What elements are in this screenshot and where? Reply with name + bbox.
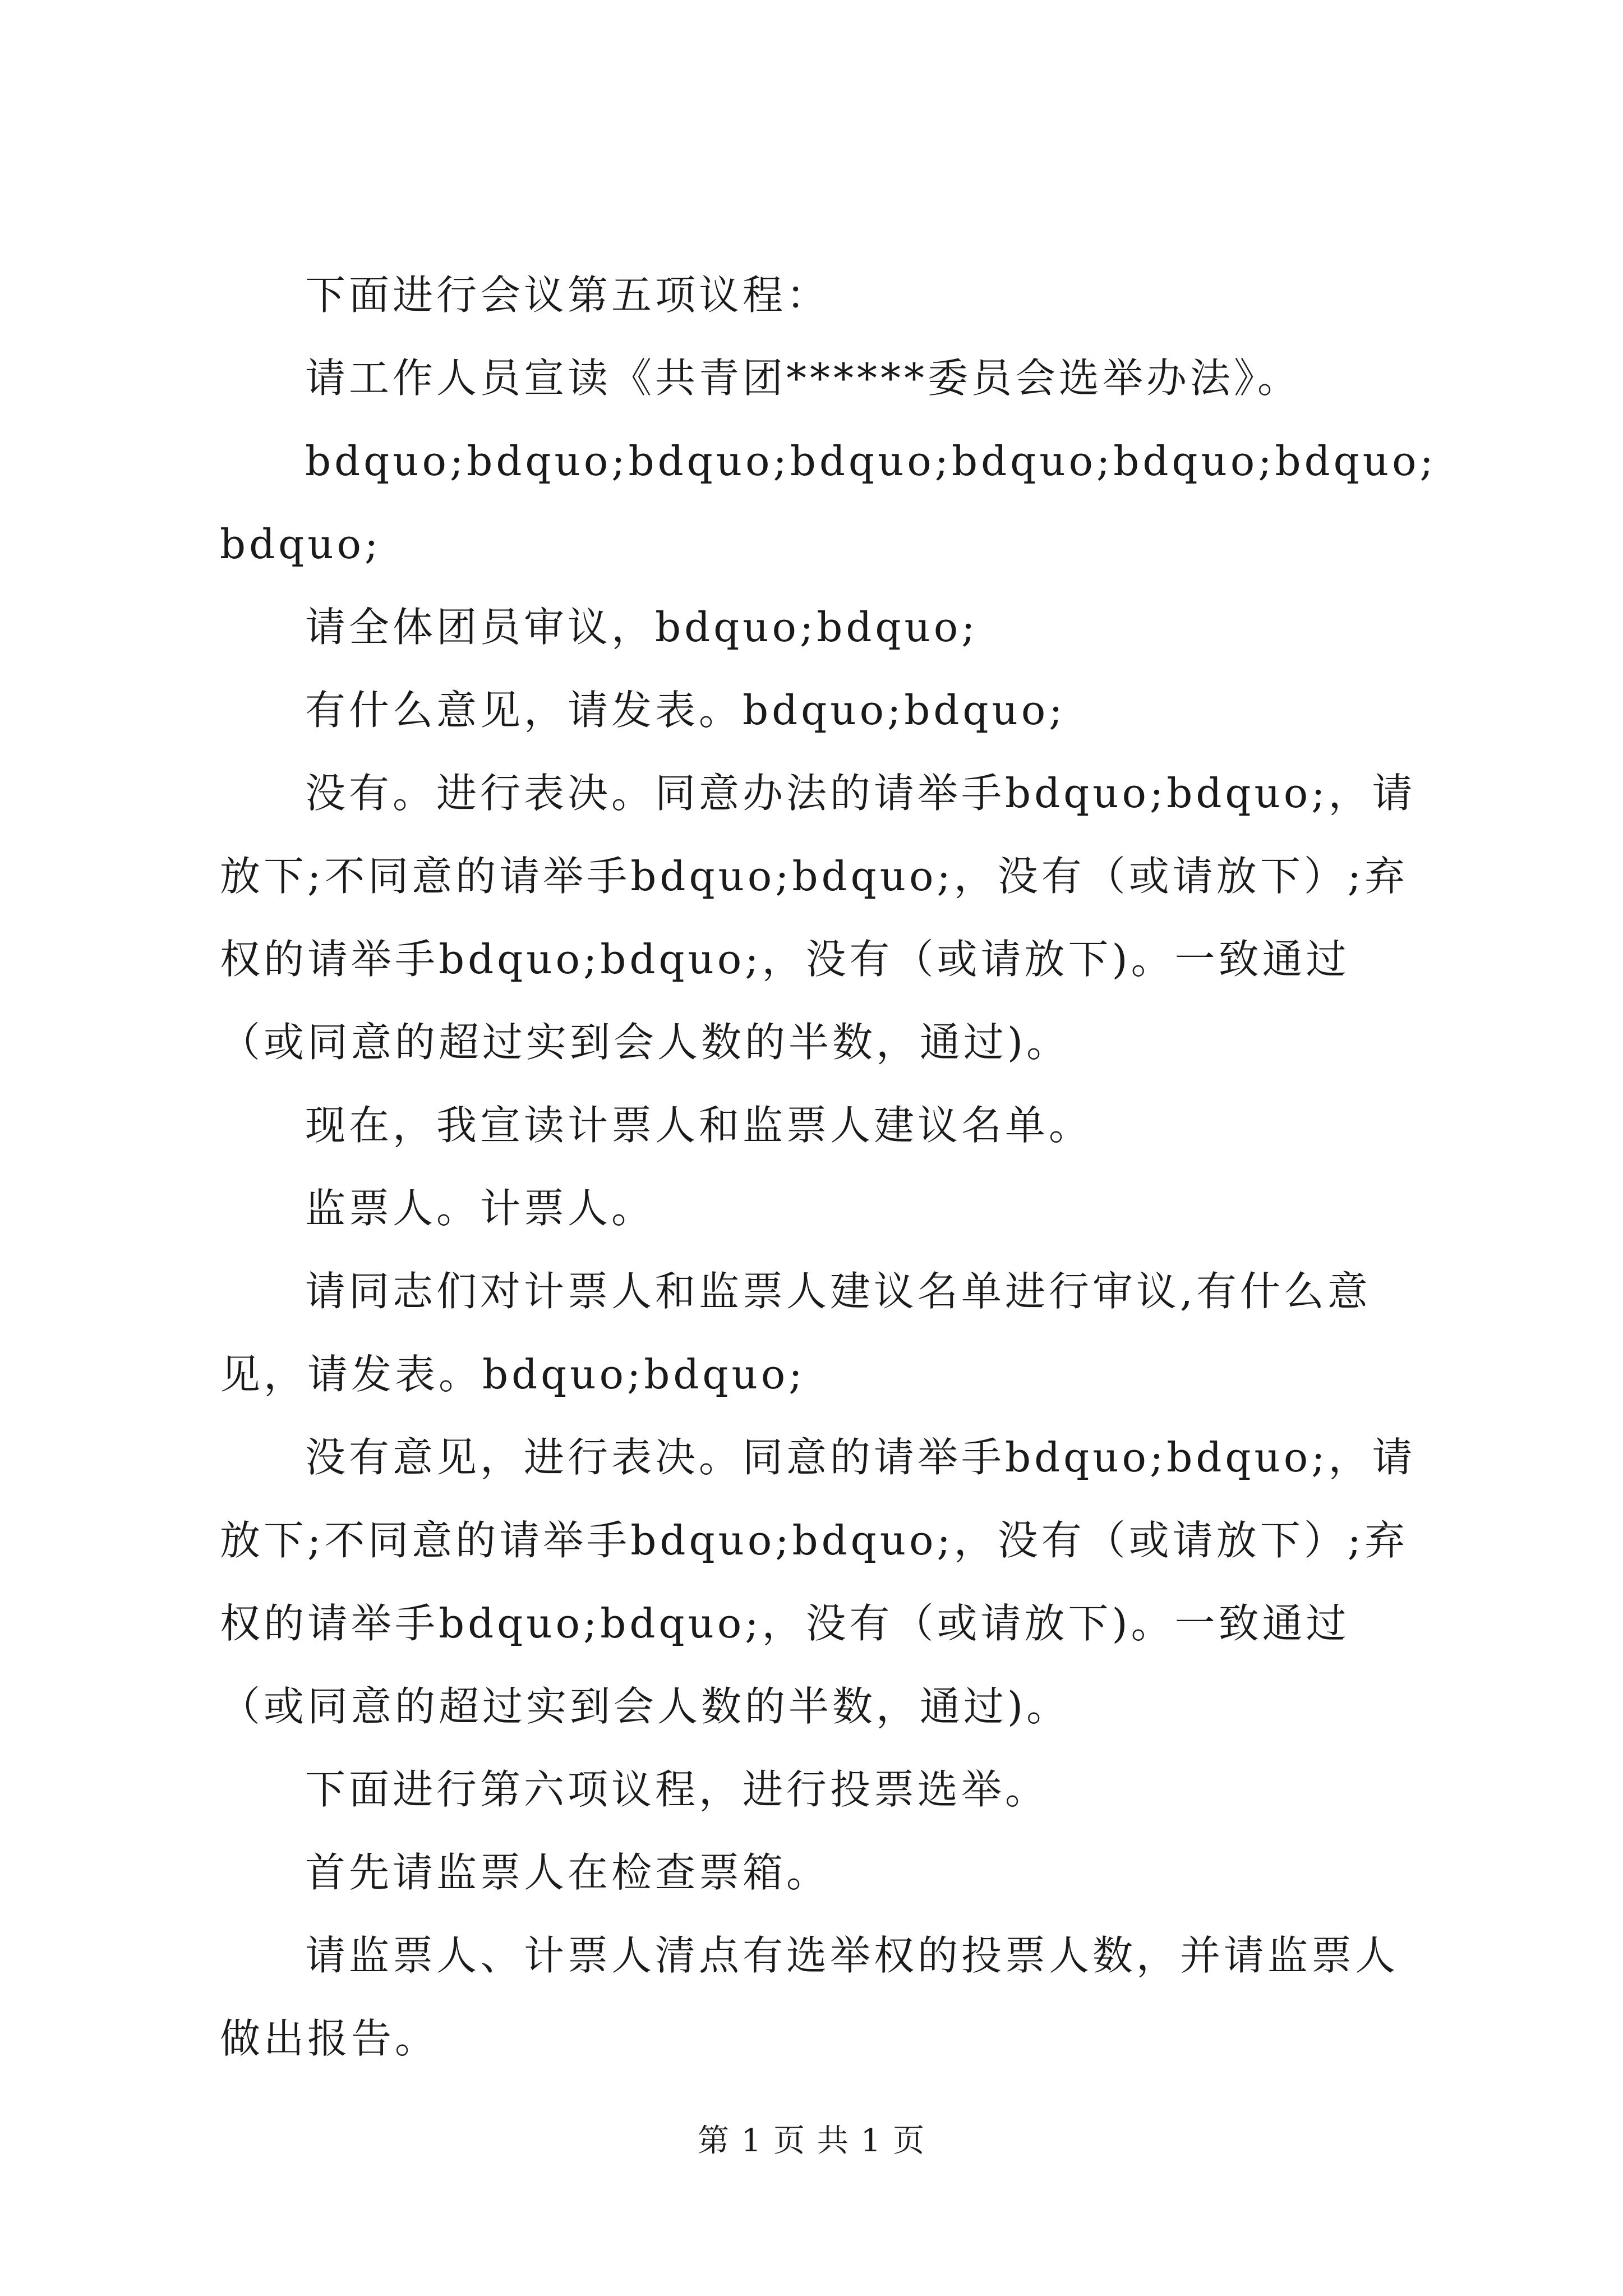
paragraph-review-request: 请全体团员审议，bdquo;bdquo; <box>305 604 979 651</box>
paragraph-count-voters: 请监票人、计票人清点有选举权的投票人数，并请监票人做出报告。 <box>220 1932 1399 2062</box>
paragraph-tellers-list: 监票人。计票人。 <box>305 1185 656 1232</box>
paragraph-placeholder-text: bdquo;bdquo;bdquo;bdquo;bdquo;bdquo;bdquo;bdquo; <box>220 438 1437 568</box>
paragraph-vote-on-tellers: 没有意见，进行表决。同意的请举手bdquo;bdquo;，请放下;不同意的请举手bdquo;bdquo;，没有（或请放下）;弃权的请举手bdquo;bdquo;，没有（或请放下)。一致通过（或同意的超过实到会人数的半数，通过)。 <box>220 1434 1416 1730</box>
paragraph-check-ballot-box: 首先请监票人在检查票箱。 <box>305 1849 831 1896</box>
paragraph-review-tellers: 请同志们对计票人和监票人建议名单进行审议,有什么意见，请发表。bdquo;bdquo; <box>220 1268 1371 1398</box>
paragraph-agenda-item-6: 下面进行第六项议程，进行投票选举。 <box>305 1766 1049 1813</box>
paragraph-announce-tellers: 现在，我宣读计票人和监票人建议名单。 <box>305 1102 1093 1149</box>
paragraph-opinion-request: 有什么意见，请发表。bdquo;bdquo; <box>305 687 1066 734</box>
paragraph-agenda-item-5: 下面进行会议第五项议程： <box>305 272 831 319</box>
document-body <box>220 254 1437 2080</box>
page-number-footer: 第 1 页 共 1 页 <box>697 2123 926 2159</box>
paragraph-read-election-rules: 请工作人员宣读《共青团******委员会选举办法》。 <box>305 355 1302 402</box>
paragraph-vote-on-rules: 没有。进行表决。同意办法的请举手bdquo;bdquo;，请放下;不同意的请举手bdquo;bdquo;，没有（或请放下）;弃权的请举手bdquo;bdquo;，没有（或请放下)。一致通过（或同意的超过实到会人数的半数，通过)。 <box>220 770 1416 1066</box>
